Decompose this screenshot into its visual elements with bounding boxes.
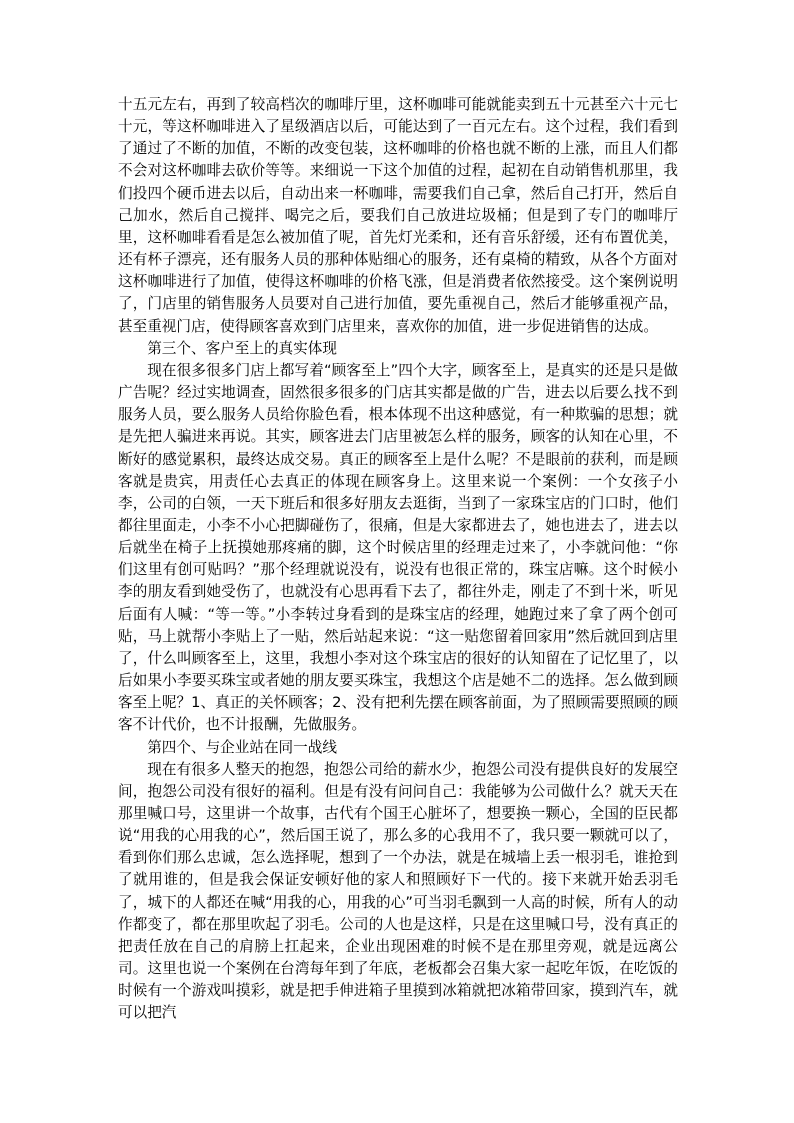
- document-page: [118, 94, 678, 1025]
- body-paragraph-1: 十五元左右，再到了较高档次的咖啡厅里，这杯咖啡可能就能卖到五十元甚至六十元七十元，等这杯咖啡进入了星级酒店以后，可能达到了一百元左右。这个过程，我们看到了通过了不断的加值，不断的改变包装，这杯咖啡的价格也就不断的上涨，而且人们都不会对这杯咖啡去砍价等等。来细说一下这个加值的过程，起初在自动销售机那里，我们投四个硬币进去以后，自动出来一杯咖啡，需要我们自己拿，然后自己打开，然后自己加水，然后自己搅拌、喝完之后，要我们自己放进垃圾桶；但是到了专门的咖啡厅里，这杯咖啡看看是怎么被加值了呢，首先灯光柔和，还有音乐舒缓，还有布置优美，还有杯子漂亮，还有服务人员的那种体贴细心的服务，还有桌椅的精致，从各个方面对这杯咖啡进行了加值，使得这杯咖啡的价格飞涨，但是消费者依然接受。这个案例说明了，门店里的销售服务人员要对自己进行加值，要先重视自己，然后才能够重视产品，甚至重视门店，使得顾客喜欢到门店里来，喜欢你的加值，进一步促进销售的达成。: [118, 96, 678, 335]
- section-heading-4: 第四个、与企业站在同一战线: [147, 738, 337, 756]
- body-paragraph-3: 现在有很多人整天的抱怨，抱怨公司给的薪水少，抱怨公司没有提供良好的发展空间，抱怨公司没有很好的福利。但是有没有问问自己：我能够为公司做什么？就天天在那里喊口号，这里讲一个故事，古代有个国王心脏坏了，想要换一颗心，全国的臣民都说“用我的心用我的心”，然后国王说了，那么多的心我用不了，我只要一颗就可以了，看到你们那么忠诚，怎么选择呢，想到了一个办法，就是在城墙上丢一根羽毛，谁抢到了就用谁的，但是我会保证安顿好他的家人和照顾好下一代的。接下来就开始丢羽毛了，城下的人都还在喊“用我的心，用我的心”可当羽毛飘到一人高的时候，所有人的动作都变了，都在那里吹起了羽毛。公司的人也是这样，只是在这里喊口号，没有真正的把责任放在自己的肩膀上扛起来，企业出现困难的时候不是在那里旁观，就是远离公司。这里也说一个案例在台湾每年到了年底，老板都会召集大家一起吃年饭，在吃饭的时候有一个游戏叫摸彩，就是把手伸进箱子里摸到冰箱就把冰箱带回家，摸到汽车，就可以把汽: [118, 760, 678, 1022]
- section-heading-3: 第三个、客户至上的真实体现: [147, 339, 337, 357]
- body-paragraph-2: 现在很多很多门店上都写着“顾客至上”四个大字，顾客至上，是真实的还是只是做广告呢？经过实地调查，固然很多很多的门店其实都是做的广告，进去以后要么找不到服务人员，要么服务人员给你脸色看，根本体现不出这种感觉，有一种欺骗的思想；就是先把人骗进来再说。其实，顾客进去门店里被怎么样的服务，顾客的认知在心里，不断好的感觉累积，最终达成交易。真正的顾客至上是什么呢？不是眼前的获利，而是顾客就是贵宾，用责任心去真正的体现在顾客身上。这里来说一个案例：一个女孩子小李，公司的白领，一天下班后和很多好朋友去逛街，当到了一家珠宝店的门口时，他们都往里面走，小李不小心把脚碰伤了，很痛，但是大家都进去了，她也进去了，进去以后就坐在椅子上抚摸她那疼痛的脚，这个时候店里的经理走过来了，小李就问他：“你们这里有创可贴吗？”那个经理就说没有，说没有也很正常的，珠宝店嘛。这个时候小李的朋友看到她受伤了，也就没有心思再看下去了，都往外走，刚走了不到十米，听见后面有人喊：“等一等。”小李转过身看到的是珠宝店的经理，她跑过来了拿了两个创可贴，马上就帮小李贴上了一贴，然后站起来说：“这一贴您留着回家用”然后就回到店里了，什么叫顾客至上，这里，我想小李对这个珠宝店的很好的认知留在了记忆里了，以后如果小李要买珠宝或者她的朋友要买珠宝，我想这个店是她不二的选择。怎么做到顾客至上呢？1、真正的关怀顾客；2、没有把利先摆在顾客前面，为了照顾需要照顾的顾客不计代价，也不计报酬，先做服务。: [118, 361, 678, 734]
